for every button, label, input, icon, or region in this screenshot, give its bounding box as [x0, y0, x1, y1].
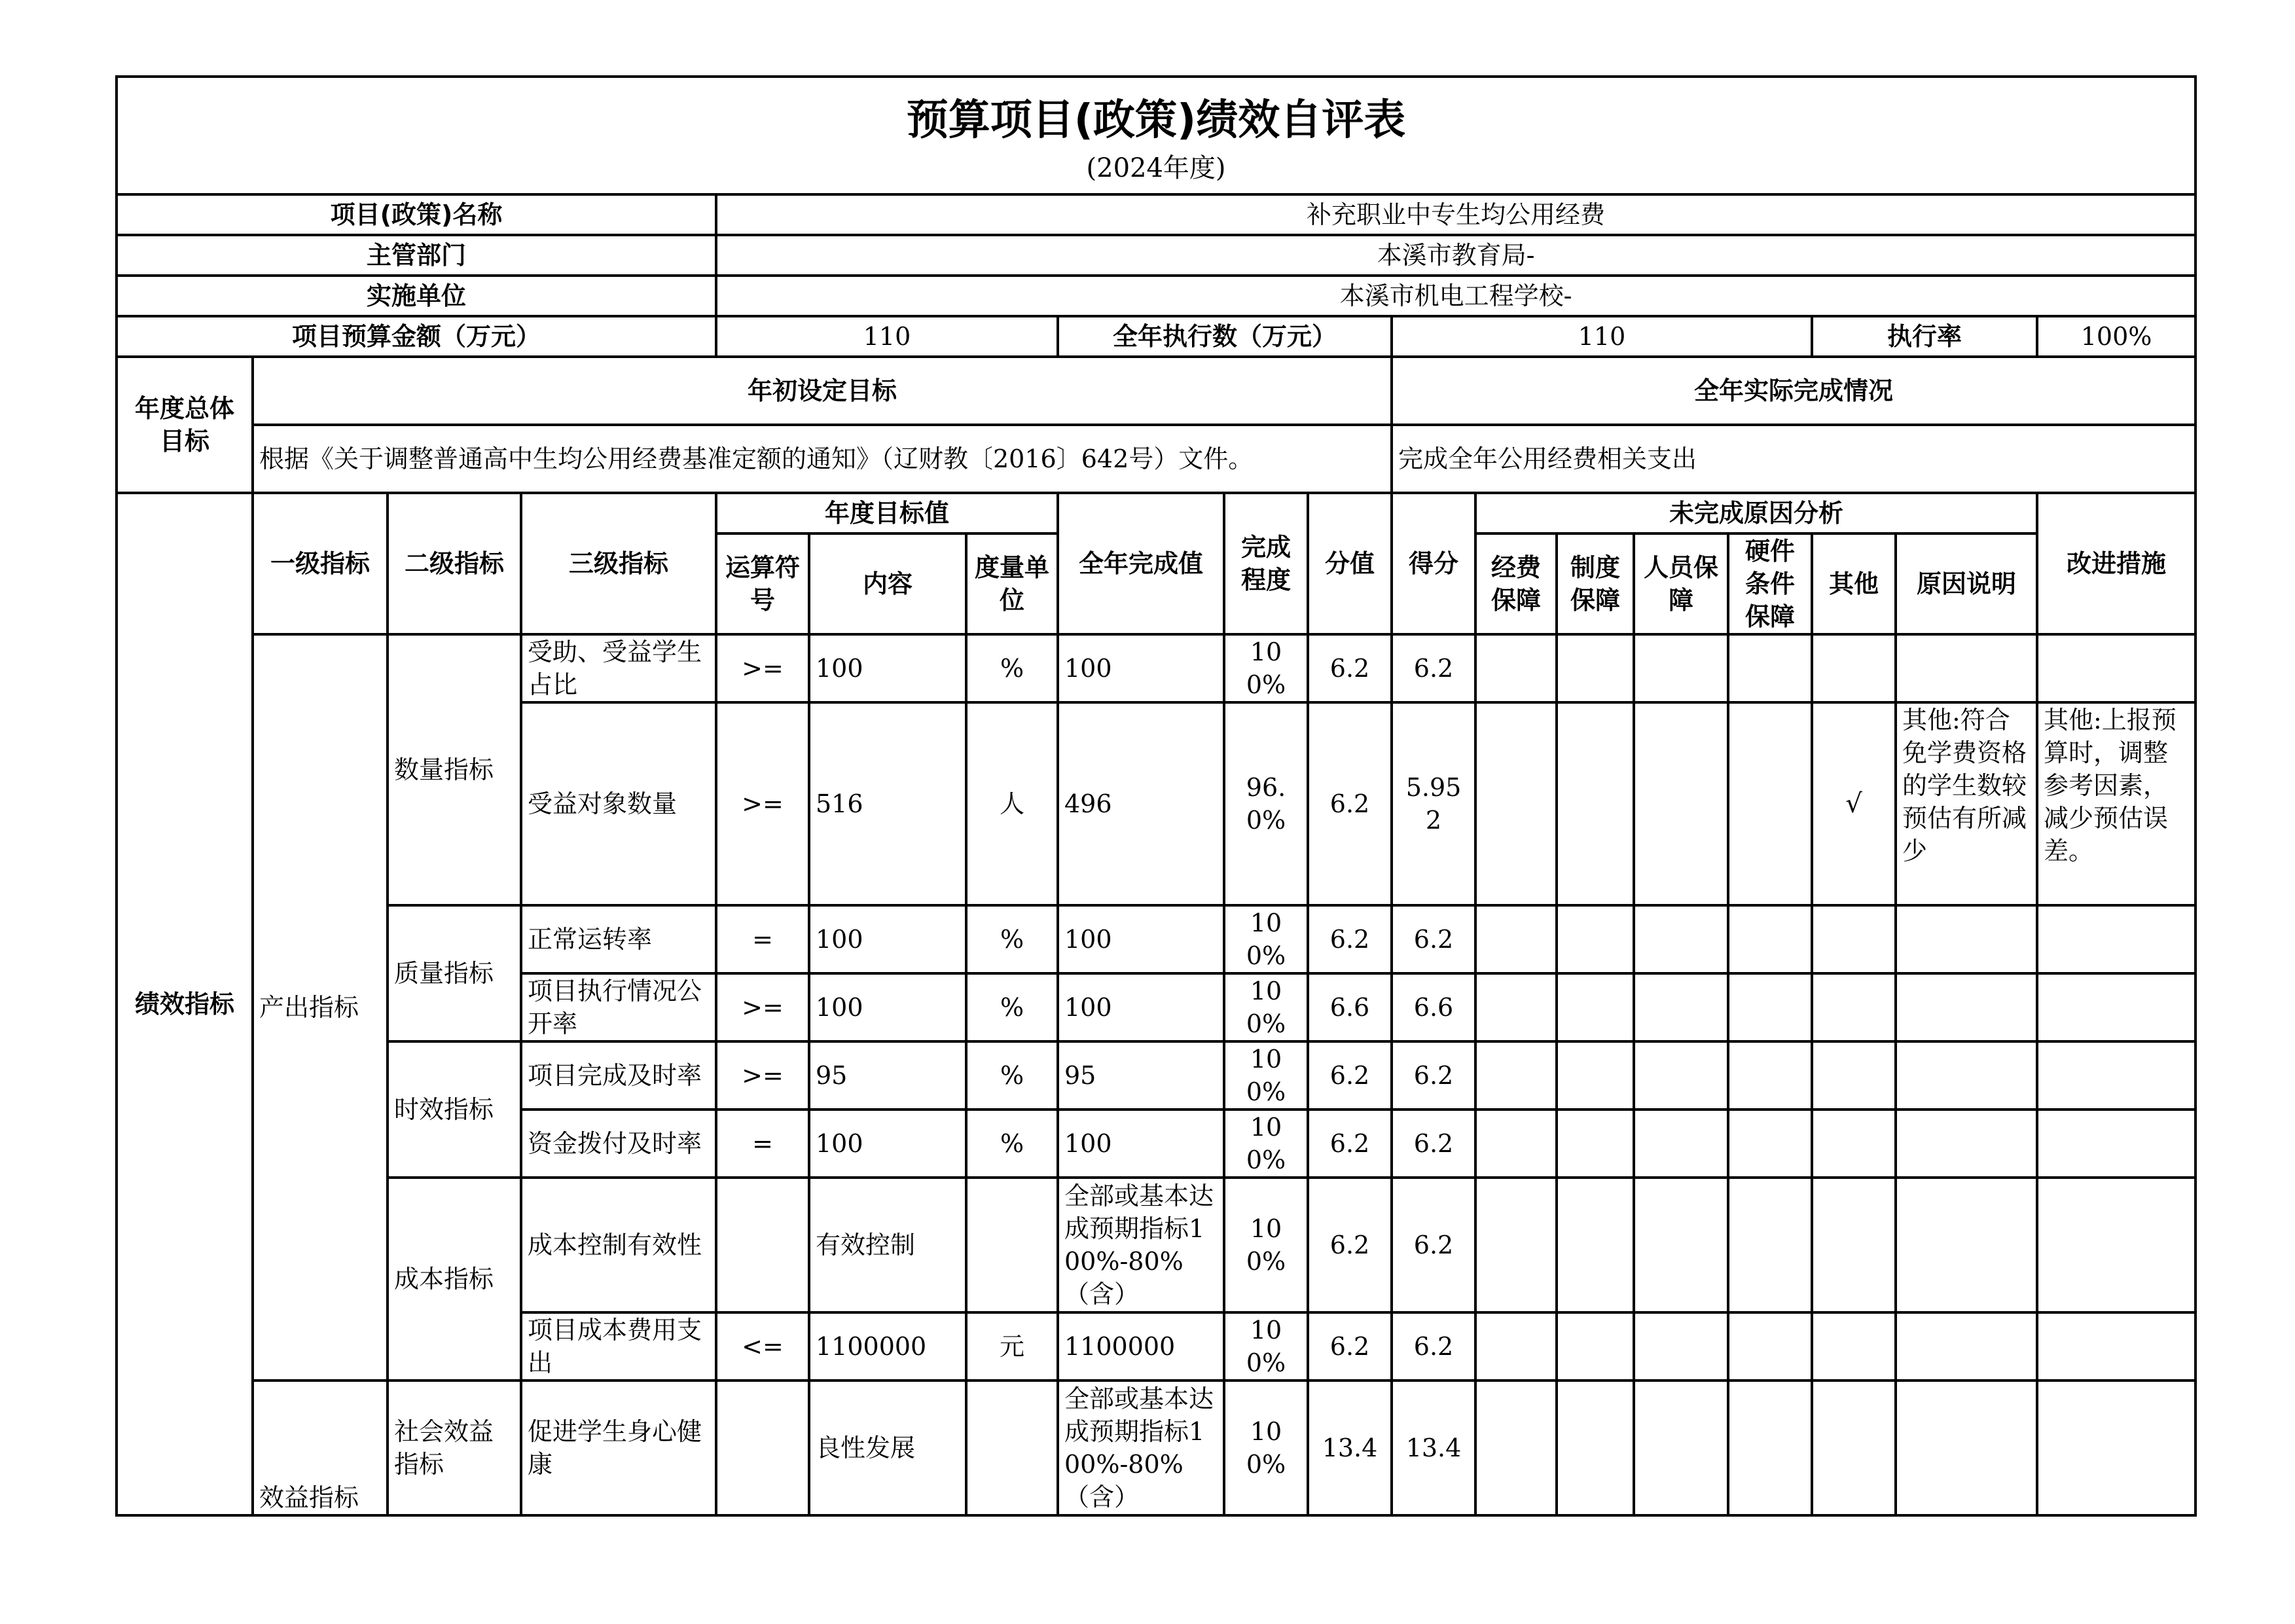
header-hardware: 硬件条件保障	[1728, 533, 1812, 634]
reason-staff	[1634, 1178, 1728, 1312]
reason-funding	[1475, 702, 1557, 905]
reason-funding	[1475, 973, 1557, 1041]
indicator-content: 95	[809, 1041, 966, 1110]
reason-system	[1557, 1380, 1634, 1515]
indicator-value: 6.6	[1308, 973, 1392, 1041]
improve-measure	[2037, 1312, 2196, 1380]
reason-hardware	[1728, 1312, 1812, 1380]
rate-value: 100%	[2037, 316, 2196, 357]
reason-other	[1812, 905, 1896, 973]
indicator-name: 受益对象数量	[521, 702, 716, 905]
indicator-score: 5.952	[1392, 702, 1475, 905]
reason-hardware	[1728, 905, 1812, 973]
reason-funding	[1475, 1312, 1557, 1380]
indicator-actual: 全部或基本达成预期指标100%-80%（含）	[1058, 1178, 1224, 1312]
indicator-value: 6.2	[1308, 1041, 1392, 1110]
unit-label: 实施单位	[117, 276, 716, 316]
goal-set-text: 根据《关于调整普通高中生均公用经费基准定额的通知》（辽财教〔2016〕642号）文件。	[253, 425, 1392, 493]
indicator-degree: 100%	[1224, 1380, 1308, 1515]
dept-value: 本溪市教育局-	[716, 235, 2196, 276]
indicator-score: 6.2	[1392, 905, 1475, 973]
goal-actual-text: 完成全年公用经费相关支出	[1392, 425, 2196, 493]
reason-staff	[1634, 1312, 1728, 1380]
indicator-value: 6.2	[1308, 702, 1392, 905]
indicator-degree: 100%	[1224, 1178, 1308, 1312]
header-staff: 人员保障	[1634, 533, 1728, 634]
indicator-content: 1100000	[809, 1312, 966, 1380]
reason-hardware	[1728, 702, 1812, 905]
reason-hardware	[1728, 634, 1812, 702]
indicator-value: 6.2	[1308, 634, 1392, 702]
indicator-name: 项目完成及时率	[521, 1041, 716, 1110]
project-name-value: 补充职业中专生均公用经费	[716, 194, 2196, 235]
indicator-unit	[966, 1380, 1058, 1515]
page-year: (2024年度)	[1086, 153, 1226, 183]
reason-funding	[1475, 905, 1557, 973]
indicator-content: 100	[809, 973, 966, 1041]
indicator-actual: 100	[1058, 973, 1224, 1041]
indicator-degree: 100%	[1224, 1110, 1308, 1178]
indicator-name: 资金拨付及时率	[521, 1110, 716, 1178]
header-funding: 经费保障	[1475, 533, 1557, 634]
improve-measure	[2037, 905, 2196, 973]
dept-label: 主管部门	[117, 235, 716, 276]
indicator-op: =	[716, 905, 809, 973]
indicator-value: 6.2	[1308, 905, 1392, 973]
indicator-score: 6.2	[1392, 1041, 1475, 1110]
exec-label: 全年执行数（万元）	[1058, 316, 1392, 357]
reason-other: √	[1812, 702, 1896, 905]
indicator-actual: 100	[1058, 905, 1224, 973]
reason-hardware	[1728, 1041, 1812, 1110]
indicator-score: 6.2	[1392, 1110, 1475, 1178]
exec-value: 110	[1392, 316, 1812, 357]
group-output: 产出指标	[253, 634, 388, 1380]
indicator-value: 13.4	[1308, 1380, 1392, 1515]
reason-funding	[1475, 1110, 1557, 1178]
group-benefit: 效益指标	[253, 1380, 388, 1515]
project-name-label: 项目(政策)名称	[117, 194, 716, 235]
reason-desc: 其他:符合免学费资格的学生数较预估有所减少	[1896, 702, 2037, 905]
indicator-degree: 100%	[1224, 973, 1308, 1041]
indicator-name: 成本控制有效性	[521, 1178, 716, 1312]
reason-staff	[1634, 1380, 1728, 1515]
reason-other	[1812, 973, 1896, 1041]
reason-desc	[1896, 905, 2037, 973]
reason-funding	[1475, 1380, 1557, 1515]
reason-system	[1557, 1110, 1634, 1178]
reason-system	[1557, 702, 1634, 905]
indicator-op	[716, 1380, 809, 1515]
indicator-name: 正常运转率	[521, 905, 716, 973]
page-title: 预算项目(政策)绩效自评表	[906, 96, 1406, 145]
indicator-unit: %	[966, 1110, 1058, 1178]
reason-staff	[1634, 1041, 1728, 1110]
indicator-op: <=	[716, 1312, 809, 1380]
reason-other	[1812, 1110, 1896, 1178]
reason-hardware	[1728, 1110, 1812, 1178]
goal-set-header: 年初设定目标	[253, 357, 1392, 425]
reason-desc	[1896, 1312, 2037, 1380]
header-improve: 改进措施	[2037, 493, 2196, 634]
reason-staff	[1634, 702, 1728, 905]
indicator-op: =	[716, 1110, 809, 1178]
reason-staff	[1634, 634, 1728, 702]
indicator-unit: %	[966, 905, 1058, 973]
header-actual: 全年完成值	[1058, 493, 1224, 634]
perf-indicator-label: 绩效指标	[117, 493, 253, 1515]
indicator-unit	[966, 1178, 1058, 1312]
indicator-unit: %	[966, 1041, 1058, 1110]
header-reason-desc: 原因说明	[1896, 533, 2037, 634]
reason-hardware	[1728, 973, 1812, 1041]
indicator-op: >=	[716, 702, 809, 905]
reason-desc	[1896, 1178, 2037, 1312]
improve-measure	[2037, 973, 2196, 1041]
header-degree: 完成程度	[1224, 493, 1308, 634]
annual-goal-label: 年度总体目标	[117, 357, 253, 493]
indicator-degree: 96.0%	[1224, 702, 1308, 905]
goal-actual-header: 全年实际完成情况	[1392, 357, 2196, 425]
reason-other	[1812, 1312, 1896, 1380]
indicator-op	[716, 1178, 809, 1312]
indicator-name: 受助、受益学生占比	[521, 634, 716, 702]
header-score-value: 分值	[1308, 493, 1392, 634]
reason-system	[1557, 1041, 1634, 1110]
reason-desc	[1896, 634, 2037, 702]
indicator-op: >=	[716, 1041, 809, 1110]
header-score: 得分	[1392, 493, 1475, 634]
indicator-score: 6.2	[1392, 1312, 1475, 1380]
improve-measure	[2037, 1178, 2196, 1312]
evaluation-table	[115, 75, 2197, 1517]
reason-funding	[1475, 1178, 1557, 1312]
indicator-content: 100	[809, 634, 966, 702]
indicator-degree: 100%	[1224, 634, 1308, 702]
indicator-name: 促进学生身心健康	[521, 1380, 716, 1515]
improve-measure: 其他:上报预算时，调整参考因素，减少预估误差。	[2037, 702, 2196, 905]
header-level2: 二级指标	[388, 493, 521, 634]
reason-staff	[1634, 1110, 1728, 1178]
evaluation-sheet	[115, 75, 2194, 1512]
indicator-score: 13.4	[1392, 1380, 1475, 1515]
header-target-group: 年度目标值	[716, 493, 1058, 533]
rate-label: 执行率	[1812, 316, 2037, 357]
indicator-content: 100	[809, 1110, 966, 1178]
group-quantity: 数量指标	[388, 634, 521, 905]
improve-measure	[2037, 634, 2196, 702]
indicator-content: 516	[809, 702, 966, 905]
indicator-name: 项目成本费用支出	[521, 1312, 716, 1380]
header-unit: 度量单位	[966, 533, 1058, 634]
indicator-op: >=	[716, 973, 809, 1041]
indicator-content: 有效控制	[809, 1178, 966, 1312]
indicator-value: 6.2	[1308, 1178, 1392, 1312]
unit-value: 本溪市机电工程学校-	[716, 276, 2196, 316]
title-cell	[117, 77, 2196, 194]
header-other: 其他	[1812, 533, 1896, 634]
indicator-actual: 100	[1058, 634, 1224, 702]
reason-system	[1557, 1178, 1634, 1312]
reason-staff	[1634, 905, 1728, 973]
indicator-name: 项目执行情况公开率	[521, 973, 716, 1041]
indicator-degree: 100%	[1224, 905, 1308, 973]
reason-staff	[1634, 973, 1728, 1041]
indicator-unit: 人	[966, 702, 1058, 905]
reason-system	[1557, 905, 1634, 973]
header-op: 运算符号	[716, 533, 809, 634]
header-content: 内容	[809, 533, 966, 634]
group-quality: 质量指标	[388, 905, 521, 1041]
indicator-content: 100	[809, 905, 966, 973]
group-cost: 成本指标	[388, 1178, 521, 1380]
budget-value: 110	[716, 316, 1058, 357]
improve-measure	[2037, 1380, 2196, 1515]
improve-measure	[2037, 1041, 2196, 1110]
group-social: 社会效益指标	[388, 1380, 521, 1515]
indicator-unit: 元	[966, 1312, 1058, 1380]
reason-desc	[1896, 1380, 2037, 1515]
header-system: 制度保障	[1557, 533, 1634, 634]
reason-desc	[1896, 1041, 2037, 1110]
indicator-degree: 100%	[1224, 1041, 1308, 1110]
indicator-unit: %	[966, 973, 1058, 1041]
indicator-actual: 全部或基本达成预期指标100%-80%（含）	[1058, 1380, 1224, 1515]
reason-other	[1812, 1041, 1896, 1110]
reason-funding	[1475, 634, 1557, 702]
reason-hardware	[1728, 1380, 1812, 1515]
reason-hardware	[1728, 1178, 1812, 1312]
reason-other	[1812, 634, 1896, 702]
budget-label: 项目预算金额（万元）	[117, 316, 716, 357]
group-timeliness: 时效指标	[388, 1041, 521, 1178]
reason-other	[1812, 1380, 1896, 1515]
reason-desc	[1896, 973, 2037, 1041]
indicator-op: >=	[716, 634, 809, 702]
reason-desc	[1896, 1110, 2037, 1178]
indicator-actual: 496	[1058, 702, 1224, 905]
reason-system	[1557, 634, 1634, 702]
indicator-content: 良性发展	[809, 1380, 966, 1515]
reason-other	[1812, 1178, 1896, 1312]
header-level1: 一级指标	[253, 493, 388, 634]
reason-system	[1557, 1312, 1634, 1380]
indicator-actual: 100	[1058, 1110, 1224, 1178]
indicator-degree: 100%	[1224, 1312, 1308, 1380]
header-reason-group: 未完成原因分析	[1475, 493, 2037, 533]
indicator-actual: 95	[1058, 1041, 1224, 1110]
reason-system	[1557, 973, 1634, 1041]
indicator-value: 6.2	[1308, 1110, 1392, 1178]
header-level3: 三级指标	[521, 493, 716, 634]
indicator-value: 6.2	[1308, 1312, 1392, 1380]
indicator-score: 6.2	[1392, 634, 1475, 702]
indicator-score: 6.6	[1392, 973, 1475, 1041]
indicator-score: 6.2	[1392, 1178, 1475, 1312]
indicator-actual: 1100000	[1058, 1312, 1224, 1380]
improve-measure	[2037, 1110, 2196, 1178]
indicator-unit: %	[966, 634, 1058, 702]
reason-funding	[1475, 1041, 1557, 1110]
